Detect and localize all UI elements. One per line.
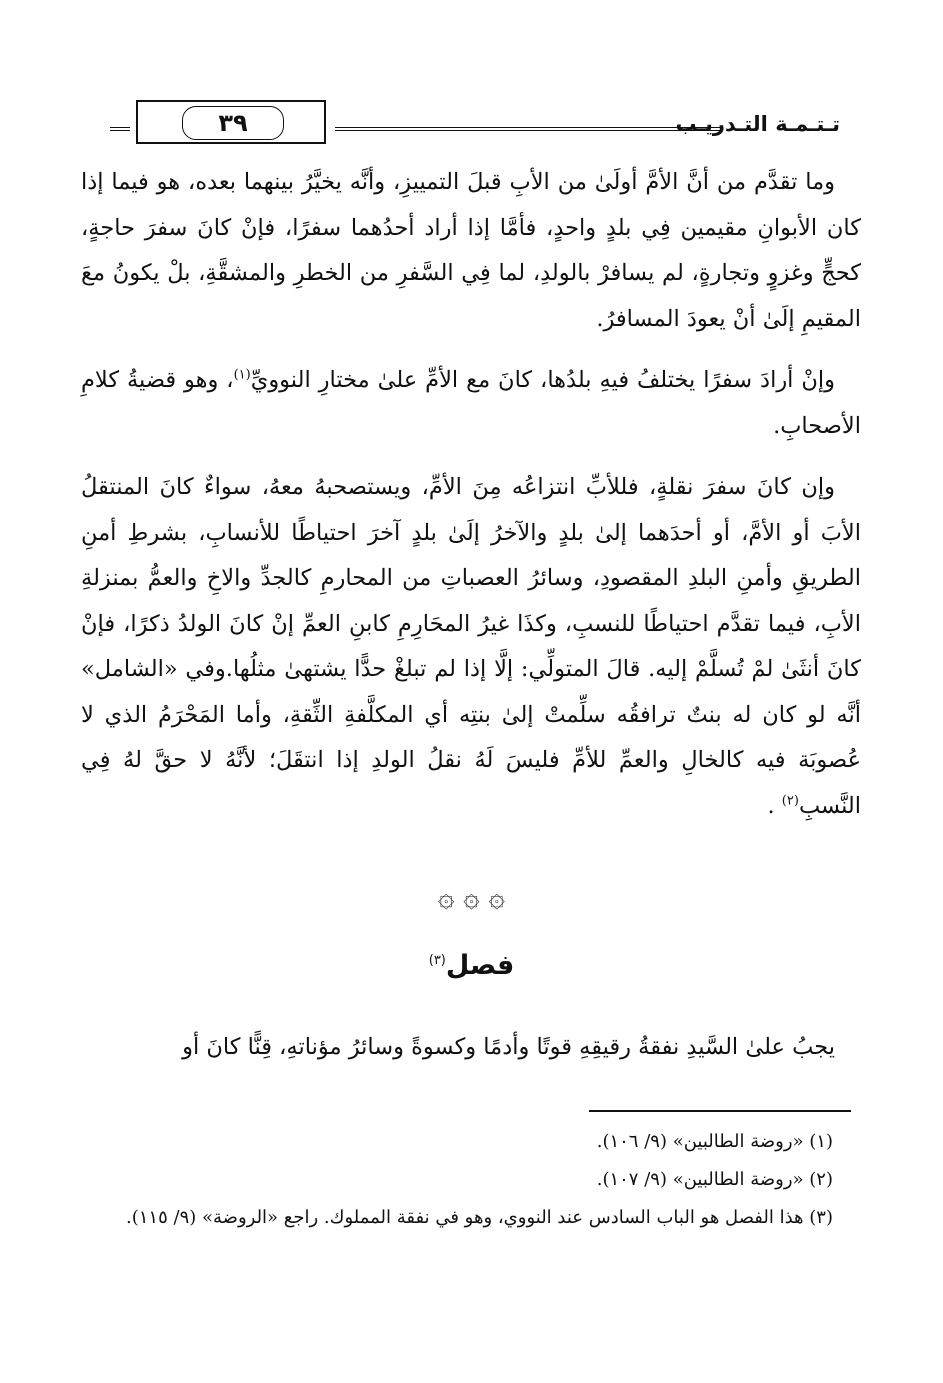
footnote-separator	[589, 1110, 851, 1112]
footnotes	[103, 1125, 851, 1239]
footnote-ref: (١)	[233, 367, 251, 383]
running-title: تـتـمـة التـدريـب	[675, 112, 840, 136]
footnote: (١) «روضة الطالبين» (٩/ ١٠٦).	[596, 1131, 833, 1152]
section-title: فصل	[445, 950, 515, 981]
paragraph: يجبُ علىٰ السَّيدِ نفقةُ رقيقِهِ قوتًا وأدمًا وكسوةً وسائرُ مؤناتهِ، قِنًّا كانَ أو	[182, 1034, 835, 1060]
paragraph: وما تقدَّم من أنَّ الأمَّ أولَىٰ من الأبِ قبلَ التمييزِ، وأنَّه يخيَّرُ بينهما بعده، هو فيما إذا كان الأبوانِ مقيمين فِي بلدٍ واحدٍ، فأمَّا إذا أراد أحدُهما سفرًا، فإنْ كانَ سفرَ حاجةٍ، كحجٍّ وغزوٍ وتجارةٍ، لم يسافرْ بالولدِ، لما فِي السَّفرِ من الخطرِ والمشقَّةِ، بلْ يكونُ معَ المقيمِ إلَىٰ أنْ يعودَ المسافرُ.	[81, 169, 861, 332]
section-heading	[0, 950, 943, 981]
header-rule-end	[110, 127, 130, 131]
header-rule	[335, 127, 720, 131]
footnote: (٢) «روضة الطالبين» (٩/ ١٠٧).	[596, 1169, 833, 1190]
page-header	[110, 100, 840, 150]
paragraph-text: ، وهو قضيةُ كلامِ الأصحابِ.	[81, 367, 861, 439]
paragraph-text: وإنْ أرادَ سفرًا يختلفُ فيهِ بلدُها، كانَ مع الأمِّ علىٰ مختارِ النوويِّ	[250, 367, 835, 393]
page-number-frame	[136, 100, 326, 144]
paragraph	[81, 358, 861, 449]
main-text	[81, 160, 861, 845]
footnote: (٣) هذا الفصل هو الباب السادس عند النووي، وهو في نفقة المملوك. راجع «الروضة» (٩/ ١١٥).	[126, 1207, 833, 1228]
footnote-ref: (٣)	[428, 953, 446, 968]
paragraph	[81, 465, 861, 829]
paragraph-text: .	[767, 792, 782, 819]
ornament-divider: ۞ ۞ ۞	[437, 880, 506, 913]
paragraph-text: وإن كانَ سفرَ نقلةٍ، فللأبِّ انتزاعُه مِنَ الأمِّ، ويستصحبهُ معهُ، سواءٌ كانَ المنتقلُ الأبَ أو الأمَّ، أو أحدَهما إلىٰ بلدٍ والآخرُ إلَىٰ بلدٍ آخرَ احتياطًا للأنسابِ، بشرطِ أمنِ الطريقِ وأمنِ البلدِ المقصودِ، وسائرُ العصباتِ من المحارمِ كالجدِّ والاخِ والعمُّ بمنزلةِ الأبِ، فيما تقدَّم احتياطًا للنسبِ، وكذَا غيرُ المحَارِمِ كابنِ العمِّ إنْ كانَ الولدُ ذكرًا، فإنْ كانَ أنثَىٰ لمْ تُسلَّمْ إليه. قالَ المتولِّي: إلَّا إذا لم تبلغْ حدًّا يشتهىٰ مثلُها.وفي «الشامل» أنَّه لو كان له بنتٌ ترافقُه سلِّمتْ إلىٰ بنتِه أي المكلَّفةِ الثِّقةِ، وأما المَحْرَمُ الذي لا عُصوبَة فيه كالخالِ والعمِّ للأمِّ فليسَ لَهُ نقلُ الولدِ إذا انتقَلَ؛ لأنَّهُ لا حقَّ لهُ فِي النَّسبِ	[81, 474, 861, 819]
page-number: ٣٩	[182, 106, 284, 140]
footnote-ref: (٢)	[781, 793, 799, 808]
